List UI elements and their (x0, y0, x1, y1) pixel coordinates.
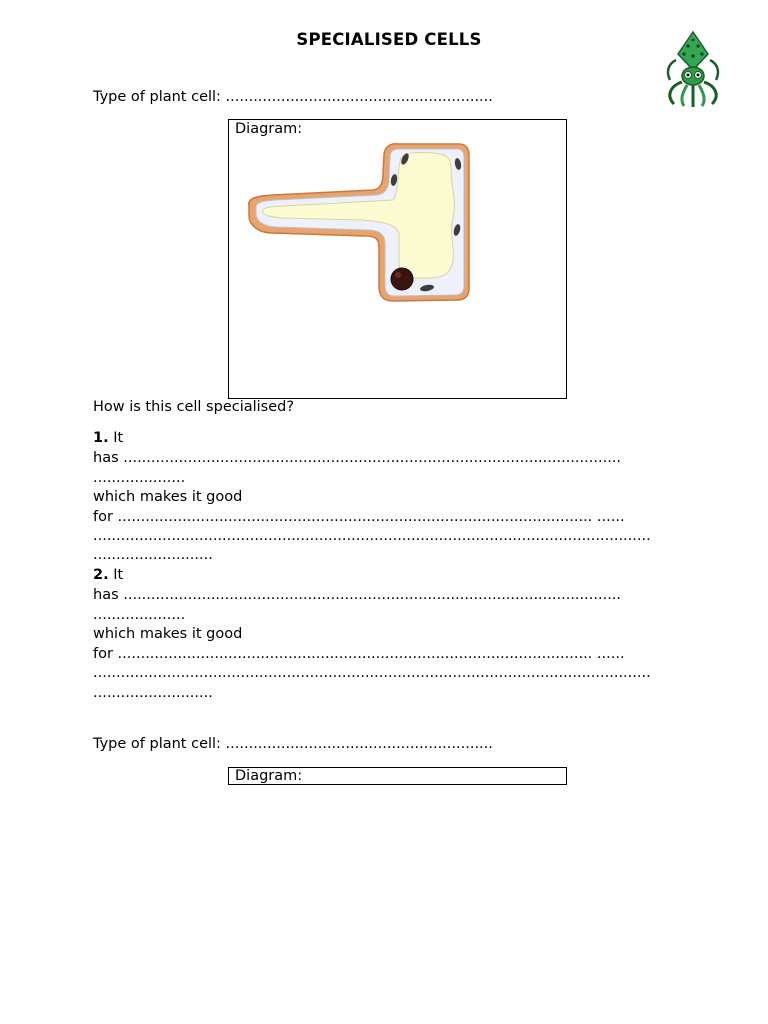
point-2-which-line: which makes it good (93, 626, 243, 642)
page-title: SPECIALISED CELLS (296, 30, 482, 49)
point-1-heading (93, 429, 123, 447)
point-number: 2. (93, 567, 109, 583)
root-hair-cell-illustration (243, 138, 543, 328)
point-2-continuation-2: .......................... (93, 685, 213, 701)
specialised-question: How is this cell specialised? (93, 399, 295, 415)
type-of-plant-cell-line-2: Type of plant cell: .......................................................... (93, 736, 493, 752)
type-of-plant-cell-line-1: Type of plant cell: .......................................................... (93, 89, 493, 105)
point-number: 1. (93, 430, 109, 446)
squid-logo-icon (660, 30, 726, 110)
point-2-has-continuation: .................... (93, 607, 186, 623)
point-2-continuation-1: ......................................................................................................................... (93, 665, 651, 681)
point-2-for-line: for ....................................................................................................... ...... (93, 646, 625, 662)
diagram-box-1 (228, 119, 567, 399)
point-1-for-line: for ....................................................................................................... ...... (93, 509, 625, 525)
point-1-which-line: which makes it good (93, 489, 243, 505)
point-it: It (113, 430, 124, 446)
point-1-continuation-2: .......................... (93, 547, 213, 563)
point-it: It (113, 567, 124, 583)
diagram-label-1: Diagram: (235, 121, 303, 137)
point-2-has-line: has ............................................................................................................ (93, 587, 622, 603)
point-1-has-line: has ............................................................................................................ (93, 450, 622, 466)
point-1-has-continuation: .................... (93, 470, 186, 486)
point-2-heading (93, 566, 123, 584)
point-1-continuation-1: ......................................................................................................................... (93, 528, 651, 544)
diagram-box-2 (228, 767, 567, 785)
diagram-label-2: Diagram: (235, 768, 303, 784)
